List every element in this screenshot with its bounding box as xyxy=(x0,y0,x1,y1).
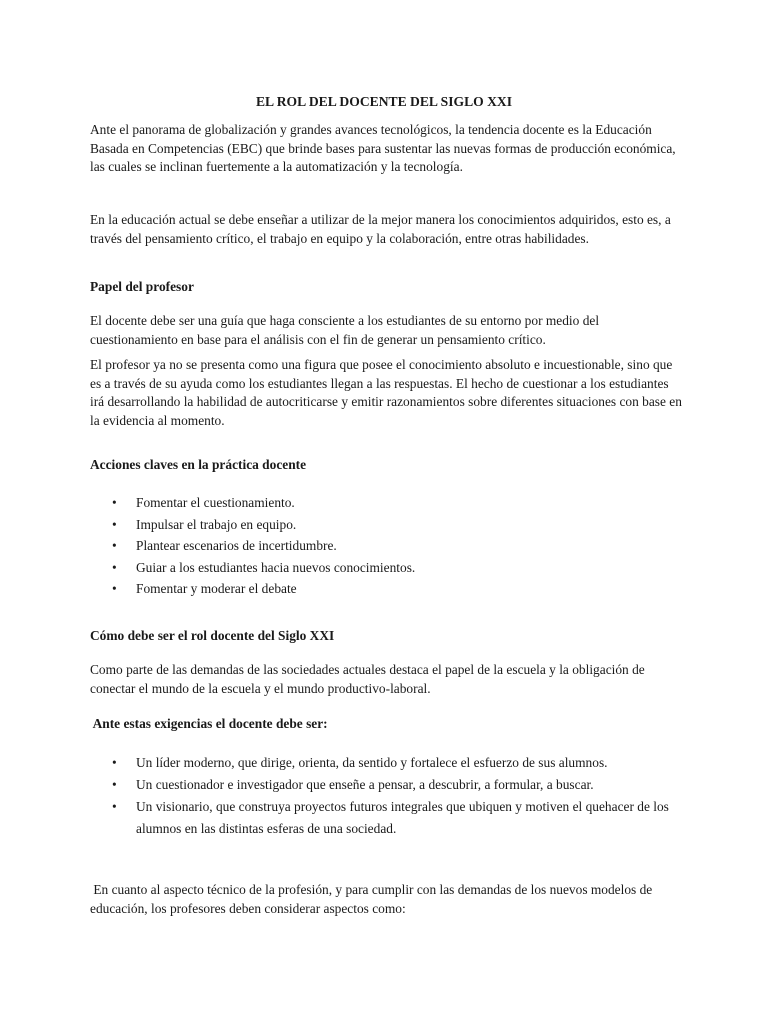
bullet-icon: • xyxy=(112,516,117,532)
list-exigencias xyxy=(90,752,690,840)
intro-paragraph: Ante el panorama de globalización y grandes avances tecnológicos, la tendencia docente es la Educación Basada en Competencias (EBC) que brinde bases para sustentar las nuevas formas de producción económica, las cuales se inclinan fuertemente a la automatización y la tecnología. xyxy=(90,122,676,174)
list-acciones xyxy=(90,494,690,602)
document-title: EL ROL DEL DOCENTE DEL SIGLO XXI xyxy=(255,94,513,109)
bullet-icon: • xyxy=(112,755,117,770)
list-item: • Un cuestionador e investigador que enseñe a pensar, a descubrir, a formular, a buscar. xyxy=(90,774,690,796)
bullet-icon: • xyxy=(112,581,117,596)
list-item: • Fomentar y moderar el debate xyxy=(90,580,690,602)
paragraph-papel-1: El docente debe ser una guía que haga consciente a los estudiantes de su entorno por medio del cuestionamiento en base para el análisis con el fin de generar un pensamiento crítico. xyxy=(90,313,600,347)
list-item: • Guiar a los estudiantes hacia nuevos conocimientos. xyxy=(90,559,690,581)
paragraph-education: En la educación actual se debe enseñar a utilizar de la mejor manera los conocimientos adquiridos, esto es, a través del pensamiento crítico, el trabajo en equipo y la colaboración, entre otras habilidades. xyxy=(90,212,671,246)
paragraph-papel-2: El profesor ya no se presenta como una figura que posee el conocimiento absoluto e incuestionable, sino que es a través de su ayuda como los estudiantes llegan a las respuestas. El hecho de cuestionar a los estudiantes irá desarrollando la habilidad de autocriticarse y emitir razonamientos sobre diferentes situaciones con base en la evidencia al momento. xyxy=(90,357,682,428)
list-item: • Un visionario, que construya proyectos futuros integrales que ubiquen y motiven el quehacer de los alumnos en las distintas esferas de una sociedad. xyxy=(90,796,690,840)
list-item: • Plantear escenarios de incertidumbre. xyxy=(90,537,690,559)
heading-acciones: Acciones claves en la práctica docente xyxy=(90,457,307,472)
bullet-icon: • xyxy=(112,799,117,814)
list-item: • Impulsar el trabajo en equipo. xyxy=(90,516,690,538)
bullet-icon: • xyxy=(112,559,117,575)
bullet-icon: • xyxy=(112,777,117,792)
heading-como-debe-ser: Cómo debe ser el rol docente del Siglo XXI xyxy=(90,628,335,643)
paragraph-como: Como parte de las demandas de las sociedades actuales destaca el papel de la escuela y la obligación de conectar el mundo de la escuela y el mundo productivo-laboral. xyxy=(90,662,645,696)
bullet-icon: • xyxy=(112,538,117,553)
subheading-exigencias: Ante estas exigencias el docente debe ser: xyxy=(90,716,328,731)
bullet-icon: • xyxy=(112,495,117,510)
heading-papel-profesor: Papel del profesor xyxy=(90,279,194,294)
list-item: • Un líder moderno, que dirige, orienta, da sentido y fortalece el esfuerzo de sus alumnos. xyxy=(90,752,690,774)
list-item: • Fomentar el cuestionamiento. xyxy=(90,494,690,516)
closing-paragraph: En cuanto al aspecto técnico de la profesión, y para cumplir con las demandas de los nuevos modelos de educación, los profesores deben considerar aspectos como: xyxy=(90,882,656,916)
